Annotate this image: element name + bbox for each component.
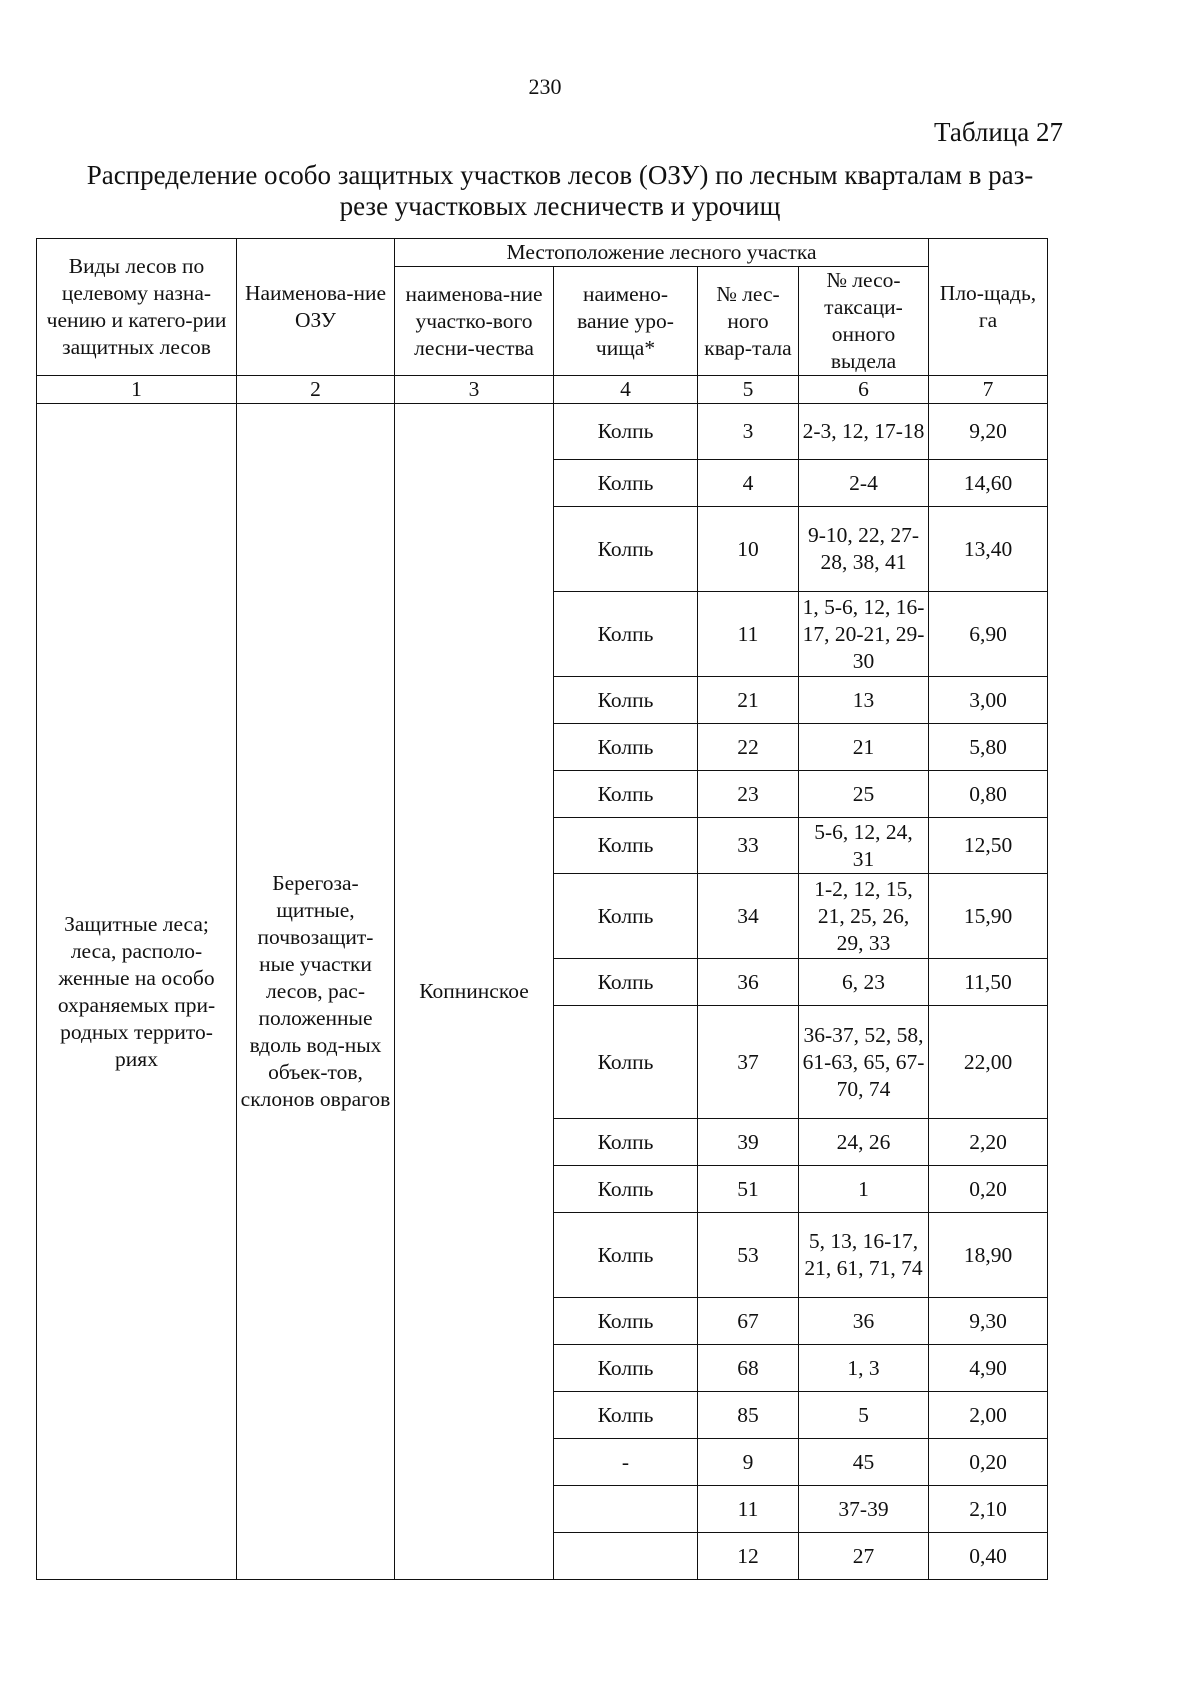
cell-area: 0,20 <box>929 1439 1048 1486</box>
column-number-row <box>37 376 1048 404</box>
header-tract: наимено-вание уро-чища* <box>554 267 698 376</box>
cell-area: 13,40 <box>929 507 1048 592</box>
cell-tract: Колпь <box>554 724 698 771</box>
cell-area: 2,10 <box>929 1486 1048 1533</box>
merged-forestry: Копнинское <box>395 404 554 1580</box>
cell-section: 1, 3 <box>799 1345 929 1392</box>
cell-tract: Колпь <box>554 874 698 959</box>
column-number: 3 <box>395 376 554 404</box>
table-row <box>37 404 1048 460</box>
cell-quarter: 4 <box>698 460 799 507</box>
cell-section: 1-2, 12, 15, 21, 25, 26, 29, 33 <box>799 874 929 959</box>
header-quarter: № лес-ного квар-тала <box>698 267 799 376</box>
cell-section: 21 <box>799 724 929 771</box>
table-title-line-2: резе участковых лесничеств и урочищ <box>339 191 781 221</box>
cell-section: 9-10, 22, 27-28, 38, 41 <box>799 507 929 592</box>
cell-tract <box>554 1533 698 1580</box>
cell-tract: Колпь <box>554 959 698 1006</box>
cell-section: 5, 13, 16-17, 21, 61, 71, 74 <box>799 1213 929 1298</box>
cell-tract: Колпь <box>554 1298 698 1345</box>
cell-section: 24, 26 <box>799 1119 929 1166</box>
cell-tract: Колпь <box>554 677 698 724</box>
cell-quarter: 34 <box>698 874 799 959</box>
cell-area: 4,90 <box>929 1345 1048 1392</box>
cell-area: 5,80 <box>929 724 1048 771</box>
column-number: 6 <box>799 376 929 404</box>
cell-tract: Колпь <box>554 1345 698 1392</box>
cell-quarter: 11 <box>698 592 799 677</box>
cell-tract <box>554 1486 698 1533</box>
cell-tract: Колпь <box>554 1392 698 1439</box>
cell-quarter: 3 <box>698 404 799 460</box>
cell-quarter: 22 <box>698 724 799 771</box>
cell-section: 45 <box>799 1439 929 1486</box>
cell-section: 5 <box>799 1392 929 1439</box>
cell-tract: Колпь <box>554 1006 698 1119</box>
cell-tract: Колпь <box>554 771 698 818</box>
cell-tract: Колпь <box>554 1119 698 1166</box>
cell-tract: - <box>554 1439 698 1486</box>
cell-tract: Колпь <box>554 507 698 592</box>
merged-forest-type: Защитные леса; леса, располо-женные на особо охраняемых при-родных террито-риях <box>37 404 237 1580</box>
cell-section: 27 <box>799 1533 929 1580</box>
cell-quarter: 21 <box>698 677 799 724</box>
cell-area: 0,40 <box>929 1533 1048 1580</box>
header-location-group: Местоположение лесного участка <box>395 239 929 267</box>
header-forest-type: Виды лесов по целевому назна-чению и катего-рии защитных лесов <box>37 239 237 376</box>
cell-area: 14,60 <box>929 460 1048 507</box>
header-area: Пло-щадь, га <box>929 239 1048 376</box>
cell-area: 0,80 <box>929 771 1048 818</box>
cell-section: 36-37, 52, 58, 61-63, 65, 67-70, 74 <box>799 1006 929 1119</box>
cell-quarter: 12 <box>698 1533 799 1580</box>
header-row-1 <box>37 239 1048 267</box>
header-forestry: наименова-ние участко-вого лесни-чества <box>395 267 554 376</box>
cell-tract: Колпь <box>554 592 698 677</box>
cell-tract: Колпь <box>554 460 698 507</box>
cell-quarter: 67 <box>698 1298 799 1345</box>
cell-area: 11,50 <box>929 959 1048 1006</box>
cell-quarter: 10 <box>698 507 799 592</box>
cell-section: 1, 5-6, 12, 16-17, 20-21, 29-30 <box>799 592 929 677</box>
cell-area: 22,00 <box>929 1006 1048 1119</box>
cell-quarter: 33 <box>698 818 799 874</box>
cell-section: 5-6, 12, 24, 31 <box>799 818 929 874</box>
cell-section: 13 <box>799 677 929 724</box>
cell-tract: Колпь <box>554 818 698 874</box>
cell-quarter: 53 <box>698 1213 799 1298</box>
cell-quarter: 11 <box>698 1486 799 1533</box>
table-title <box>40 160 1080 222</box>
cell-section: 25 <box>799 771 929 818</box>
column-number: 2 <box>237 376 395 404</box>
cell-quarter: 36 <box>698 959 799 1006</box>
table-label: Таблица 27 <box>934 117 1063 147</box>
cell-area: 3,00 <box>929 677 1048 724</box>
cell-tract: Колпь <box>554 404 698 460</box>
header-ozu-name: Наименова-ние ОЗУ <box>237 239 395 376</box>
cell-area: 2,00 <box>929 1392 1048 1439</box>
cell-area: 18,90 <box>929 1213 1048 1298</box>
ozu-distribution-table <box>36 238 1048 1580</box>
cell-area: 15,90 <box>929 874 1048 959</box>
cell-area: 0,20 <box>929 1166 1048 1213</box>
cell-section: 36 <box>799 1298 929 1345</box>
cell-section: 1 <box>799 1166 929 1213</box>
cell-section: 2-3, 12, 17-18 <box>799 404 929 460</box>
column-number: 7 <box>929 376 1048 404</box>
cell-quarter: 68 <box>698 1345 799 1392</box>
cell-quarter: 23 <box>698 771 799 818</box>
page-number: 230 <box>528 74 562 99</box>
cell-quarter: 85 <box>698 1392 799 1439</box>
cell-area: 9,20 <box>929 404 1048 460</box>
cell-area: 9,30 <box>929 1298 1048 1345</box>
cell-area: 12,50 <box>929 818 1048 874</box>
cell-quarter: 39 <box>698 1119 799 1166</box>
merged-ozu-name: Берегоза-щитные, почвозащит-ные участки лесов, рас-положенные вдоль вод-ных объек-тов, склонов оврагов <box>237 404 395 1580</box>
cell-section: 37-39 <box>799 1486 929 1533</box>
cell-area: 6,90 <box>929 592 1048 677</box>
cell-quarter: 37 <box>698 1006 799 1119</box>
column-number: 4 <box>554 376 698 404</box>
column-number: 1 <box>37 376 237 404</box>
column-number: 5 <box>698 376 799 404</box>
cell-section: 6, 23 <box>799 959 929 1006</box>
header-section: № лесо-таксаци-онного выдела <box>799 267 929 376</box>
cell-quarter: 51 <box>698 1166 799 1213</box>
cell-quarter: 9 <box>698 1439 799 1486</box>
cell-tract: Колпь <box>554 1213 698 1298</box>
table-title-line-1: Распределение особо защитных участков лесов (ОЗУ) по лесным кварталам в раз- <box>86 160 1034 190</box>
cell-section: 2-4 <box>799 460 929 507</box>
cell-area: 2,20 <box>929 1119 1048 1166</box>
cell-tract: Колпь <box>554 1166 698 1213</box>
